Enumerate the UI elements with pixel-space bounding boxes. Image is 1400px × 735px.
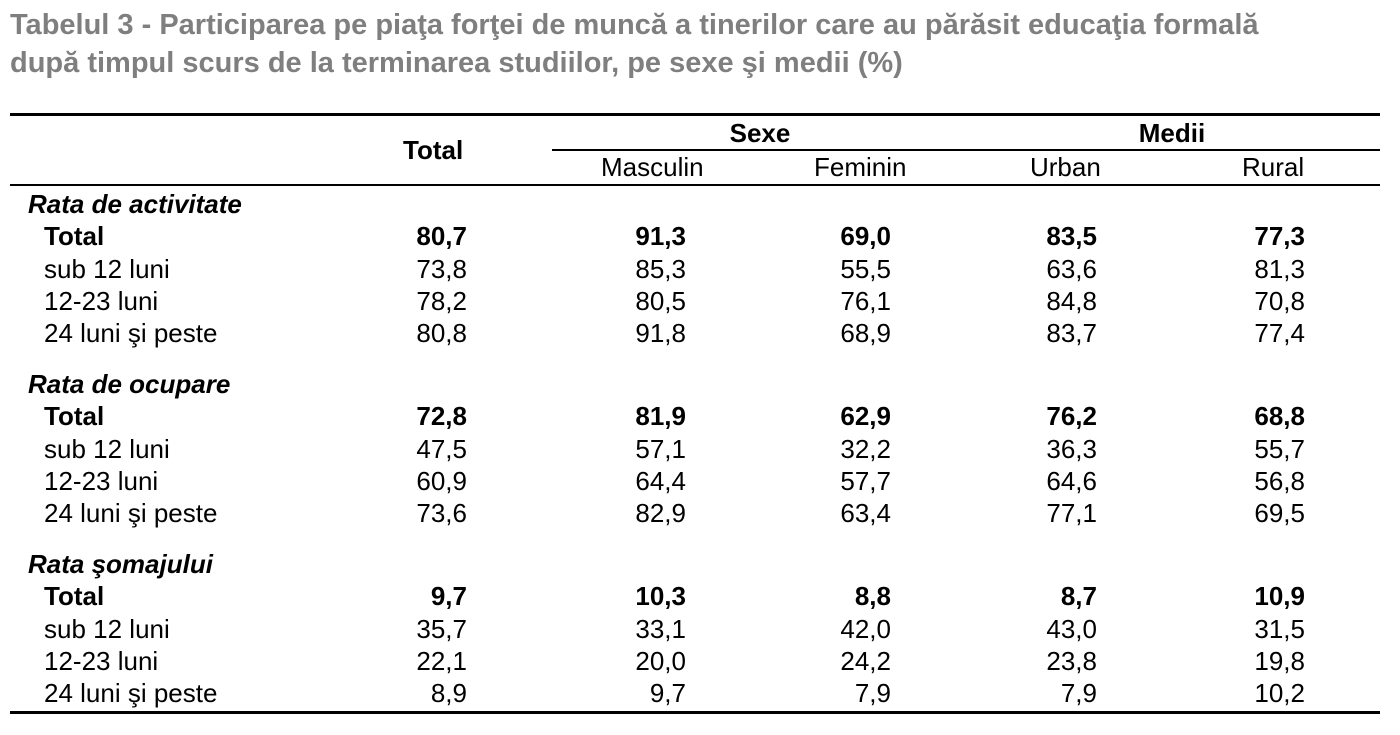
cell-feminin: 62,9 (840, 401, 891, 432)
cell-feminin: 42,0 (840, 613, 891, 644)
cell-urban: 23,8 (1046, 645, 1097, 676)
row-label: 12-23 luni (44, 645, 159, 676)
cell-total: 35,7 (416, 613, 467, 644)
cell-feminin: 57,7 (840, 465, 891, 496)
table-top-rule (10, 113, 1380, 116)
cell-masculin: 91,3 (635, 221, 686, 252)
cell-urban: 8,7 (1060, 581, 1097, 612)
header-total: Total (403, 135, 464, 165)
cell-urban: 83,7 (1046, 318, 1097, 349)
cell-urban: 84,8 (1046, 285, 1097, 316)
section-label: Rata şomajului (28, 549, 213, 579)
row-label: Total (44, 401, 105, 432)
cell-masculin: 80,5 (635, 285, 686, 316)
cell-masculin: 85,3 (635, 253, 686, 284)
cell-urban: 77,1 (1046, 498, 1097, 529)
cell-urban: 36,3 (1046, 433, 1097, 464)
table-title (10, 6, 1395, 82)
cell-masculin: 9,7 (649, 678, 686, 709)
cell-total: 60,9 (416, 465, 467, 496)
cell-rural: 10,9 (1254, 581, 1305, 612)
row-label: 24 luni şi peste (44, 318, 218, 349)
cell-total: 72,8 (416, 401, 467, 432)
header-bottom-rule (10, 184, 1380, 186)
cell-total: 80,7 (416, 221, 467, 252)
row-label: sub 12 luni (44, 433, 170, 464)
cell-feminin: 69,0 (840, 221, 891, 252)
cell-urban: 83,5 (1046, 221, 1097, 252)
cell-masculin: 91,8 (635, 318, 686, 349)
title-line-2: după timpul scurs de la terminarea studiilor, pe sexe şi medii (%) (10, 47, 903, 79)
cell-feminin: 63,4 (840, 498, 891, 529)
header-sexe: Sexe (729, 118, 791, 148)
cell-total: 8,9 (430, 678, 467, 709)
table-bottom-rule (10, 711, 1380, 714)
row-label: sub 12 luni (44, 613, 170, 644)
section-label: Rata de activitate (28, 189, 242, 219)
cell-rural: 69,5 (1254, 498, 1305, 529)
cell-masculin: 20,0 (635, 645, 686, 676)
header-masculin: Masculin (601, 152, 704, 182)
header-urban: Urban (1030, 152, 1101, 182)
header-medii: Medii (1138, 118, 1206, 148)
cell-feminin: 7,9 (854, 678, 891, 709)
row-label: 24 luni şi peste (44, 498, 218, 529)
row-label: 12-23 luni (44, 465, 159, 496)
cell-rural: 77,4 (1254, 318, 1305, 349)
cell-rural: 31,5 (1254, 613, 1305, 644)
row-label: 24 luni şi peste (44, 678, 218, 709)
cell-urban: 63,6 (1046, 253, 1097, 284)
cell-feminin: 55,5 (840, 253, 891, 284)
cell-rural: 10,2 (1254, 678, 1305, 709)
row-label: Total (44, 581, 105, 612)
cell-feminin: 68,9 (840, 318, 891, 349)
cell-masculin: 81,9 (635, 401, 686, 432)
row-label: 12-23 luni (44, 285, 159, 316)
row-label: sub 12 luni (44, 253, 170, 284)
section-label: Rata de ocupare (28, 369, 231, 399)
cell-rural: 55,7 (1254, 433, 1305, 464)
cell-urban: 43,0 (1046, 613, 1097, 644)
cell-rural: 77,3 (1254, 221, 1305, 252)
cell-rural: 56,8 (1254, 465, 1305, 496)
cell-total: 73,6 (416, 498, 467, 529)
cell-masculin: 33,1 (635, 613, 686, 644)
cell-masculin: 82,9 (635, 498, 686, 529)
cell-urban: 64,6 (1046, 465, 1097, 496)
cell-total: 47,5 (416, 433, 467, 464)
cell-rural: 70,8 (1254, 285, 1305, 316)
cell-feminin: 24,2 (840, 645, 891, 676)
cell-total: 22,1 (416, 645, 467, 676)
cell-total: 78,2 (416, 285, 467, 316)
cell-rural: 81,3 (1254, 253, 1305, 284)
row-label: Total (44, 221, 105, 252)
cell-urban: 76,2 (1046, 401, 1097, 432)
cell-rural: 19,8 (1254, 645, 1305, 676)
cell-feminin: 32,2 (840, 433, 891, 464)
cell-masculin: 10,3 (635, 581, 686, 612)
cell-masculin: 57,1 (635, 433, 686, 464)
cell-total: 80,8 (416, 318, 467, 349)
cell-masculin: 64,4 (635, 465, 686, 496)
cell-total: 9,7 (430, 581, 467, 612)
header-rural: Rural (1242, 152, 1305, 182)
cell-feminin: 76,1 (840, 285, 891, 316)
cell-urban: 7,9 (1060, 678, 1097, 709)
cell-feminin: 8,8 (854, 581, 891, 612)
title-line-1: Tabelul 3 - Participarea pe piaţa forţei de muncă a tinerilor care au părăsit educaţia formală (10, 9, 1259, 41)
cell-rural: 68,8 (1254, 401, 1305, 432)
cell-total: 73,8 (416, 253, 467, 284)
header-feminin: Feminin (814, 152, 907, 182)
